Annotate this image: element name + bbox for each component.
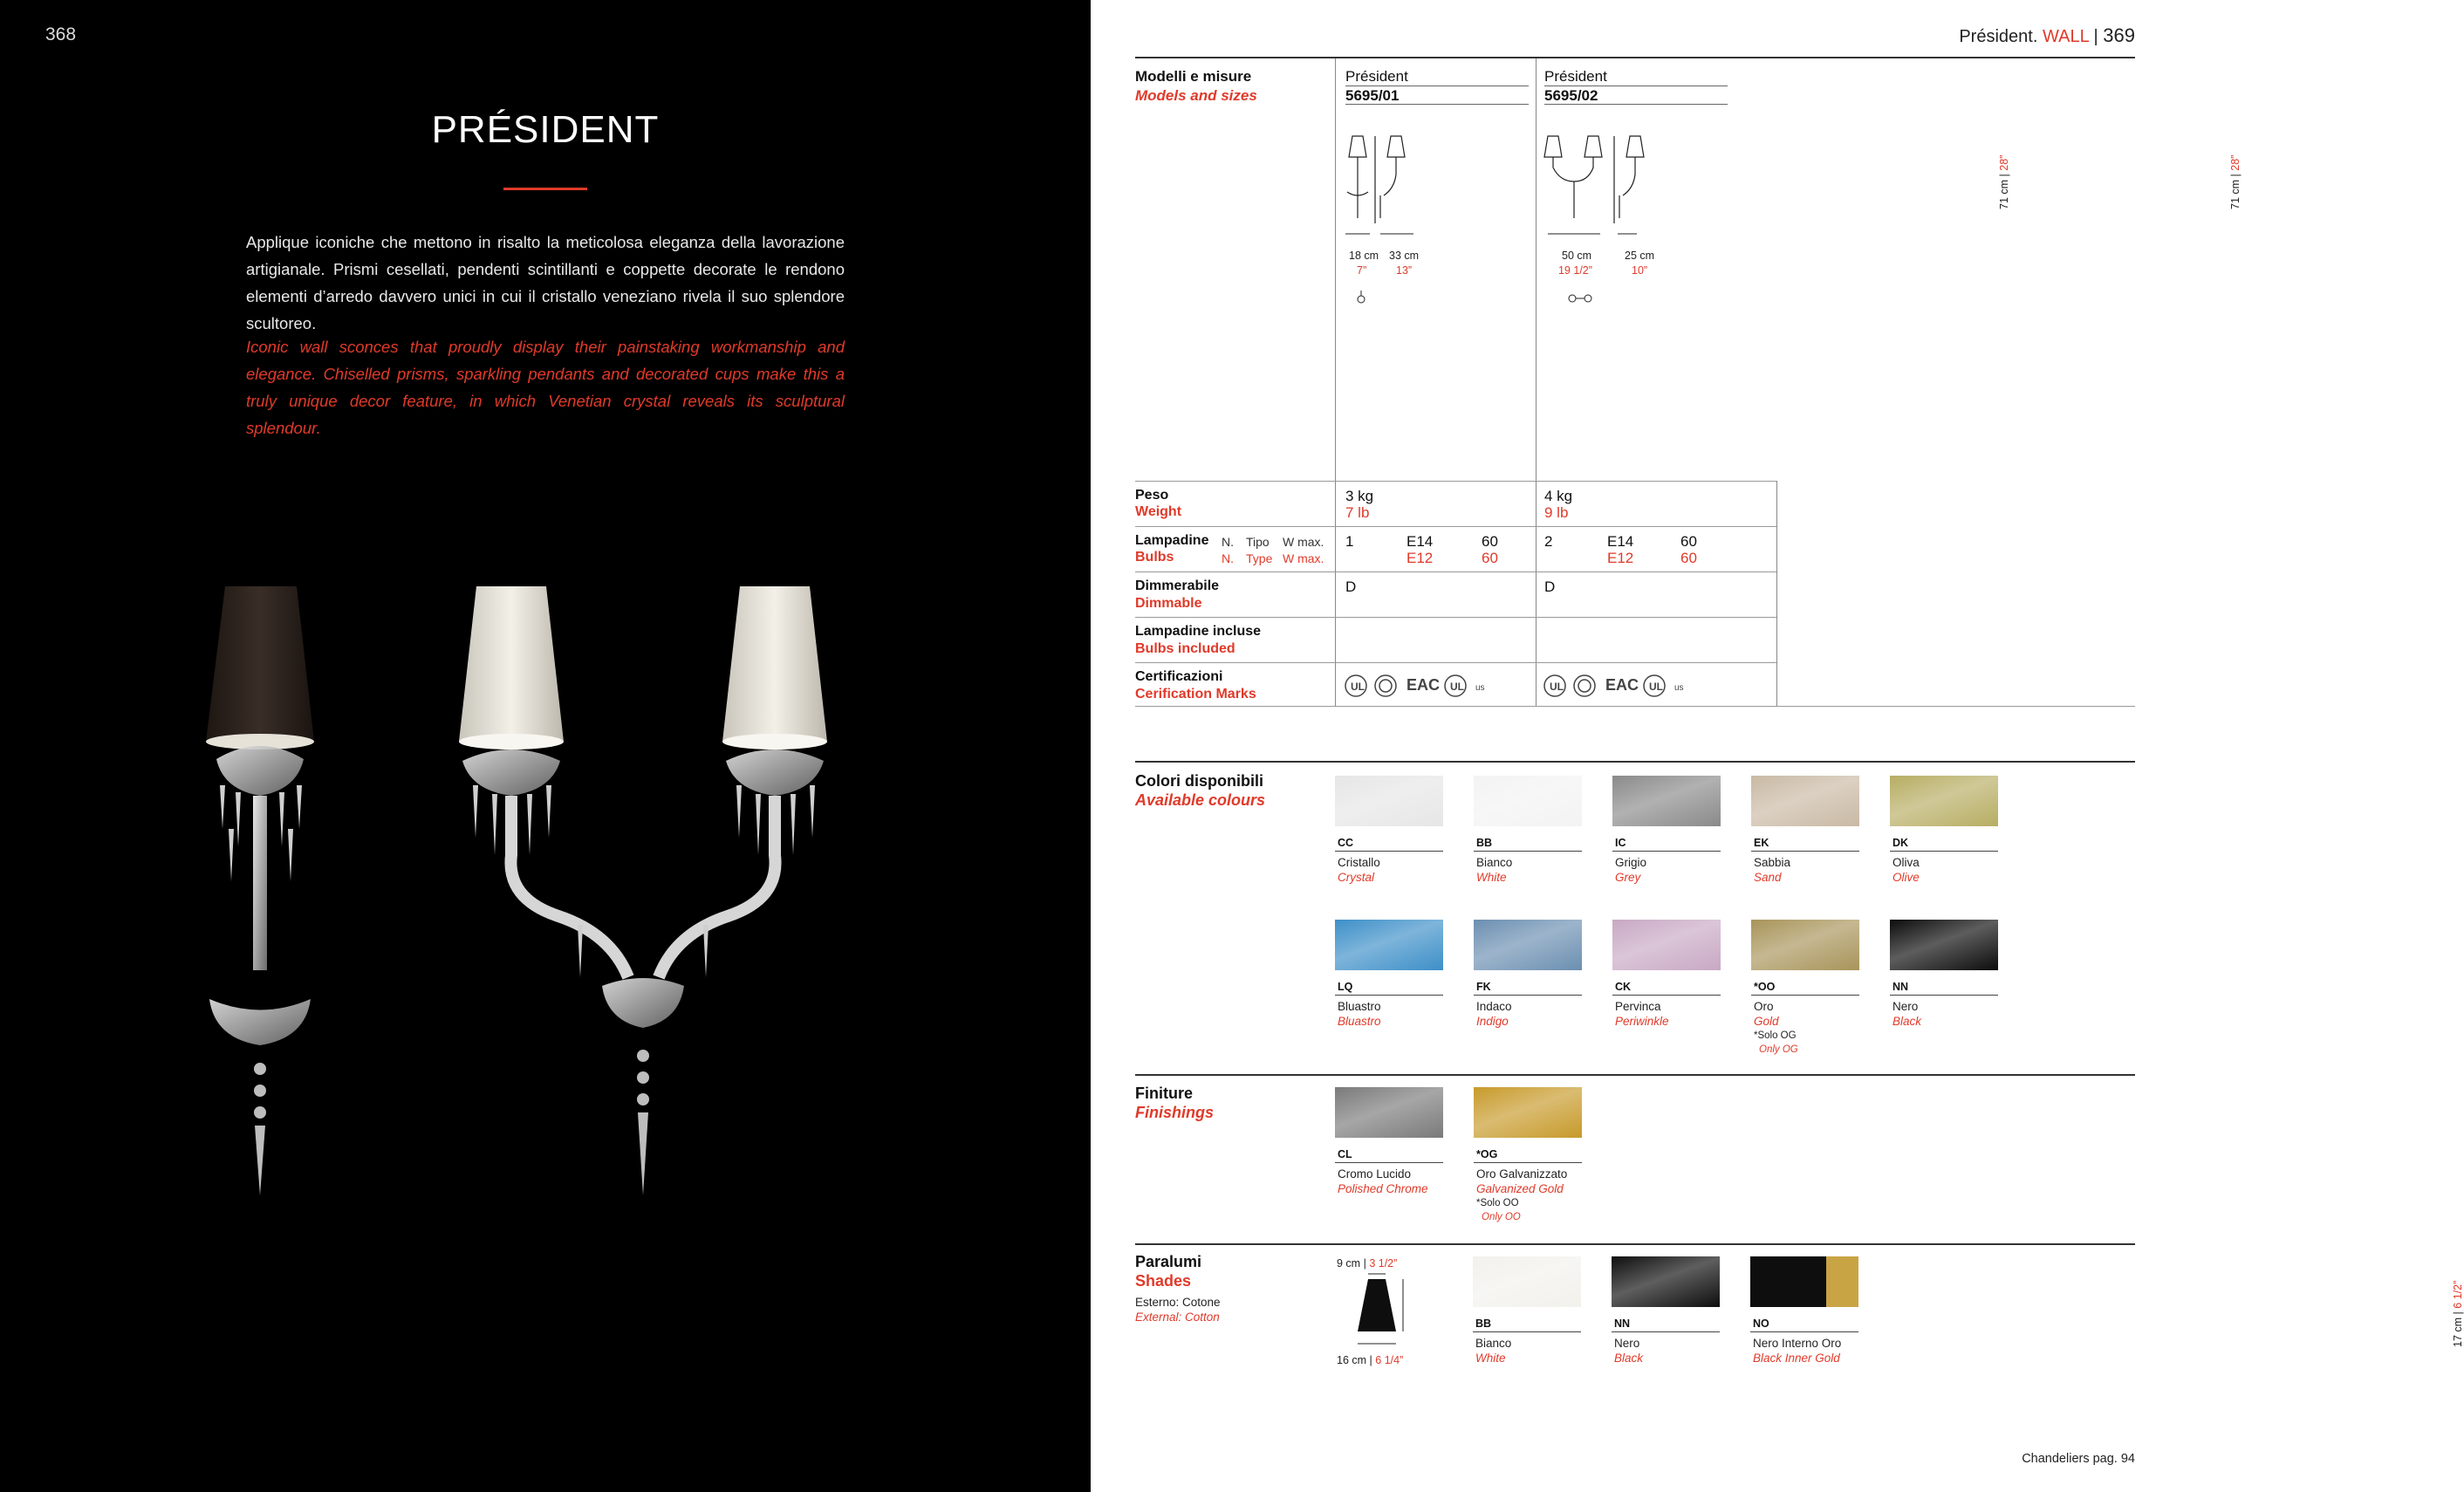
colour-note-it: *Solo OG — [1754, 1030, 1797, 1041]
shade-code: BB — [1475, 1317, 1492, 1330]
finishings-label-it: Finiture — [1135, 1085, 1193, 1102]
colour-underline — [1335, 995, 1443, 996]
colour-name-it: Cristallo — [1338, 856, 1380, 869]
svg-text:UL: UL — [1649, 681, 1663, 693]
shades-material-en: External: Cotton — [1135, 1311, 1220, 1324]
weight-model-2-lb: 9 lb — [1544, 504, 1569, 521]
row-rule-included — [1135, 617, 1777, 618]
footer-cross-reference: Chandeliers pag. 94 — [2022, 1452, 2135, 1466]
model-1-width1: 18 cm — [1349, 250, 1379, 262]
colour-swatch — [1474, 920, 1582, 970]
right-page — [1091, 0, 2464, 1492]
colour-note-en: Only OG — [1759, 1044, 1798, 1055]
header-section: WALL — [2042, 27, 2089, 46]
us-mark-1: us — [1475, 683, 1485, 693]
colour-underline — [1474, 851, 1582, 852]
colour-name-it: Sabbia — [1754, 856, 1791, 869]
cert-label-en: Cerification Marks — [1135, 687, 1256, 702]
intro-text-italian: Applique iconiche che mettono in risalto la meticolosa eleganza della lavorazione artigianale. Prismi cesellati, pendenti scintillanti e coppette decorate le rendono elementi d’arredo davvero unici in cui il cristallo veneziano rivela il suo splendore scultoreo. — [246, 233, 845, 332]
colour-name-it: Oro — [1754, 1000, 1774, 1013]
model-2-code: 5695/02 — [1544, 87, 1598, 104]
dimmable-model-1: D — [1345, 578, 1357, 595]
title-accent-rule — [503, 188, 587, 190]
models-label-en: Models and sizes — [1135, 87, 1257, 104]
dimmable-label-en: Dimmable — [1135, 596, 1202, 611]
colour-name-it: Grigio — [1615, 856, 1647, 869]
colour-name-it: Pervinca — [1615, 1000, 1661, 1013]
model-2-width1-in: 19 1/2” — [1558, 264, 1592, 277]
bulbs-col-n-it: N. — [1222, 535, 1234, 549]
shade-name-en: Black Inner Gold — [1753, 1352, 1840, 1365]
dimmable-model-2: D — [1544, 578, 1556, 595]
colours-label-it: Colori disponibili — [1135, 772, 1263, 790]
colour-name-en: Periwinkle — [1615, 1015, 1669, 1028]
bulbs-1-type-us: E12 — [1407, 550, 1434, 566]
colour-code: DK — [1892, 837, 1909, 849]
shades-label-it: Paralumi — [1135, 1253, 1202, 1270]
colour-swatch — [1751, 776, 1859, 826]
colour-underline — [1474, 995, 1582, 996]
shade-swatch — [1612, 1256, 1720, 1307]
finishing-note-en: Only OO — [1482, 1212, 1521, 1222]
left-page — [0, 0, 1091, 1492]
colour-swatch — [1612, 776, 1721, 826]
colour-name-en: Olive — [1892, 871, 1920, 884]
model-2-width2: 25 cm — [1625, 250, 1655, 262]
row-rule-weight — [1135, 481, 1777, 482]
models-label-it: Modelli e misure — [1135, 68, 1252, 85]
model-1-underline-2 — [1345, 104, 1529, 105]
colour-code: IC — [1615, 837, 1626, 849]
bulbs-col-w-en: W max. — [1283, 551, 1324, 565]
shade-diagram — [1344, 1270, 1422, 1358]
finishing-swatch — [1335, 1087, 1443, 1138]
colour-name-it: Nero — [1892, 1000, 1919, 1013]
shade-name-it: Nero — [1614, 1337, 1640, 1350]
colour-underline — [1612, 995, 1721, 996]
bulbs-2-type: E14 — [1607, 533, 1634, 550]
colour-swatch — [1890, 776, 1998, 826]
header-separator: | — [2093, 27, 2098, 46]
bulbs-1-w-us: 60 — [1482, 550, 1498, 566]
mounting-icon-2 — [1565, 288, 1595, 307]
colour-name-en: Sand — [1754, 871, 1782, 884]
colour-name-it: Indaco — [1476, 1000, 1512, 1013]
us-mark-2: us — [1674, 683, 1684, 693]
row-rule-dimmable — [1135, 571, 1777, 572]
finishing-name-it: Cromo Lucido — [1338, 1167, 1412, 1181]
shade-bottom-dim: 16 cm | 6 1/4” — [1337, 1354, 1404, 1366]
shade-height-dim: 17 cm | 6 1/2” — [2452, 1280, 2464, 1347]
colour-name-it: Oliva — [1892, 856, 1920, 869]
shade-underline — [1750, 1331, 1858, 1332]
page-number-right: 369 — [2103, 24, 2135, 46]
intro-text-english: Iconic wall sconces that proudly display their painstaking workmanship and elegance. Chiselled prisms, sparkling pendants and decorated cups make this a truly unique decor feature, in which Venetian crystal reveals its sculptural splendour. — [246, 338, 845, 437]
shade-underline — [1473, 1331, 1581, 1332]
weight-label-it: Peso — [1135, 488, 1169, 503]
bulbs-1-w: 60 — [1482, 533, 1498, 550]
top-rule — [1135, 57, 2135, 58]
colour-underline — [1335, 851, 1443, 852]
bulbs-2-type-us: E12 — [1607, 550, 1634, 566]
model-2-height: 71 cm | 28” — [2229, 154, 2242, 209]
page-title: PRÉSIDENT — [431, 108, 660, 151]
svg-text:UL: UL — [1550, 681, 1564, 693]
eac-mark-1: EAC — [1407, 676, 1441, 694]
colour-name-en: Grey — [1615, 871, 1641, 884]
bulbs-2-w-us: 60 — [1680, 550, 1697, 566]
page-number-left: 368 — [45, 24, 77, 44]
shade-code: NN — [1614, 1317, 1631, 1330]
model-1-height: 71 cm | 28” — [1998, 154, 2010, 209]
weight-model-1-lb: 7 lb — [1345, 504, 1370, 521]
model-1-width2-in: 13” — [1396, 264, 1413, 277]
colour-code: EK — [1754, 837, 1769, 849]
eac-mark-2: EAC — [1605, 676, 1639, 694]
shades-material-it: Esterno: Cotone — [1135, 1296, 1221, 1309]
model-2-name: Président — [1544, 68, 1607, 85]
colours-rule — [1135, 761, 2135, 763]
colour-underline — [1890, 995, 1998, 996]
shade-name-en: White — [1475, 1352, 1506, 1365]
colour-code: FK — [1476, 981, 1491, 993]
row-rule-bottom — [1135, 706, 2135, 707]
finishings-label-en: Finishings — [1135, 1104, 1214, 1121]
colour-code: *OO — [1754, 981, 1776, 993]
shade-name-it: Nero Interno Oro — [1753, 1337, 1842, 1350]
col-separator-3 — [1776, 481, 1777, 706]
shade-swatch — [1750, 1256, 1858, 1307]
colour-name-en: Indigo — [1476, 1015, 1509, 1028]
finishings-rule — [1135, 1074, 2135, 1076]
bulbs-col-n-en: N. — [1222, 551, 1234, 565]
finishing-underline — [1335, 1162, 1443, 1163]
model-1-code: 5695/01 — [1345, 87, 1400, 104]
bulbs-col-type-it: Tipo — [1246, 535, 1270, 549]
bulbs-included-label-it: Lampadine incluse — [1135, 624, 1262, 639]
colour-name-en: Bluastro — [1338, 1015, 1381, 1028]
colour-underline — [1612, 851, 1721, 852]
dimmable-label-it: Dimmerabile — [1135, 578, 1220, 593]
row-rule-cert — [1135, 662, 1777, 663]
bulbs-label-en: Bulbs — [1135, 550, 1174, 565]
colour-name-en: Crystal — [1338, 871, 1375, 884]
shade-swatch — [1473, 1256, 1581, 1307]
colour-code: CK — [1615, 981, 1632, 993]
finishing-name-it: Oro Galvanizzato — [1476, 1167, 1568, 1181]
bulbs-1-type: E14 — [1407, 533, 1434, 550]
model-1-width1-in: 7” — [1357, 264, 1367, 277]
finishing-name-en: Galvanized Gold — [1476, 1182, 1564, 1195]
bulbs-1-n: 1 — [1345, 533, 1354, 550]
header-product-name: Président. — [1959, 27, 2038, 46]
bulbs-2-w: 60 — [1680, 533, 1697, 550]
bulbs-col-w-it: W max. — [1283, 535, 1324, 549]
colour-code: NN — [1892, 981, 1909, 993]
colour-underline — [1751, 995, 1859, 996]
shade-name-it: Bianco — [1475, 1337, 1512, 1350]
model-2-width2-in: 10” — [1632, 264, 1648, 277]
shades-rule — [1135, 1243, 2135, 1245]
colour-swatch — [1612, 920, 1721, 970]
colour-underline — [1751, 851, 1859, 852]
shade-code: NO — [1753, 1317, 1769, 1330]
colour-code: LQ — [1338, 981, 1353, 993]
col-separator-2 — [1536, 58, 1537, 706]
colours-label-en: Available colours — [1135, 791, 1266, 809]
bulbs-label-it: Lampadine — [1135, 533, 1209, 548]
running-header — [1959, 24, 2135, 47]
colour-swatch — [1751, 920, 1859, 970]
svg-text:UL: UL — [1351, 681, 1365, 693]
cert-label-it: Certificazioni — [1135, 669, 1223, 684]
finishing-swatch — [1474, 1087, 1582, 1138]
model-2-drawing — [1539, 131, 1679, 253]
colour-name-en: White — [1476, 871, 1507, 884]
colour-name-it: Bluastro — [1338, 1000, 1381, 1013]
row-rule-bulbs — [1135, 526, 1777, 527]
finishing-code: *OG — [1476, 1148, 1498, 1160]
colour-swatch — [1335, 920, 1443, 970]
weight-model-2: 4 kg — [1544, 488, 1573, 504]
model-2-width1: 50 cm — [1562, 250, 1592, 262]
colour-name-en: Gold — [1754, 1015, 1779, 1028]
bulbs-included-label-en: Bulbs included — [1135, 641, 1235, 656]
product-photo — [175, 567, 925, 1213]
colour-underline — [1890, 851, 1998, 852]
colour-name-it: Bianco — [1476, 856, 1513, 869]
finishing-note-it: *Solo OO — [1476, 1198, 1519, 1208]
colour-swatch — [1474, 776, 1582, 826]
shades-label-en: Shades — [1135, 1272, 1192, 1290]
svg-text:UL: UL — [1450, 681, 1464, 693]
finishing-underline — [1474, 1162, 1582, 1163]
mounting-icon-1 — [1352, 288, 1370, 307]
finishing-name-en: Polished Chrome — [1338, 1182, 1428, 1195]
model-1-drawing — [1340, 131, 1471, 253]
colour-name-en: Black — [1892, 1015, 1922, 1028]
sconce-double — [459, 586, 827, 1195]
model-1-width2: 33 cm — [1389, 250, 1420, 262]
bulbs-col-type-en: Type — [1246, 551, 1273, 565]
bulbs-2-n: 2 — [1544, 533, 1553, 550]
finishing-code: CL — [1338, 1148, 1352, 1160]
model-1-name: Président — [1345, 68, 1408, 85]
colour-swatch — [1890, 920, 1998, 970]
colour-code: CC — [1338, 837, 1354, 849]
weight-model-1: 3 kg — [1345, 488, 1374, 504]
sconce-single — [206, 586, 314, 1195]
shade-underline — [1612, 1331, 1720, 1332]
weight-label-en: Weight — [1135, 504, 1182, 519]
colour-code: BB — [1476, 837, 1493, 849]
model-2-underline-2 — [1544, 104, 1728, 105]
col-separator-1 — [1335, 58, 1336, 706]
shade-name-en: Black — [1614, 1352, 1644, 1365]
colour-swatch — [1335, 776, 1443, 826]
shade-top-dim: 9 cm | 3 1/2” — [1337, 1257, 1398, 1270]
